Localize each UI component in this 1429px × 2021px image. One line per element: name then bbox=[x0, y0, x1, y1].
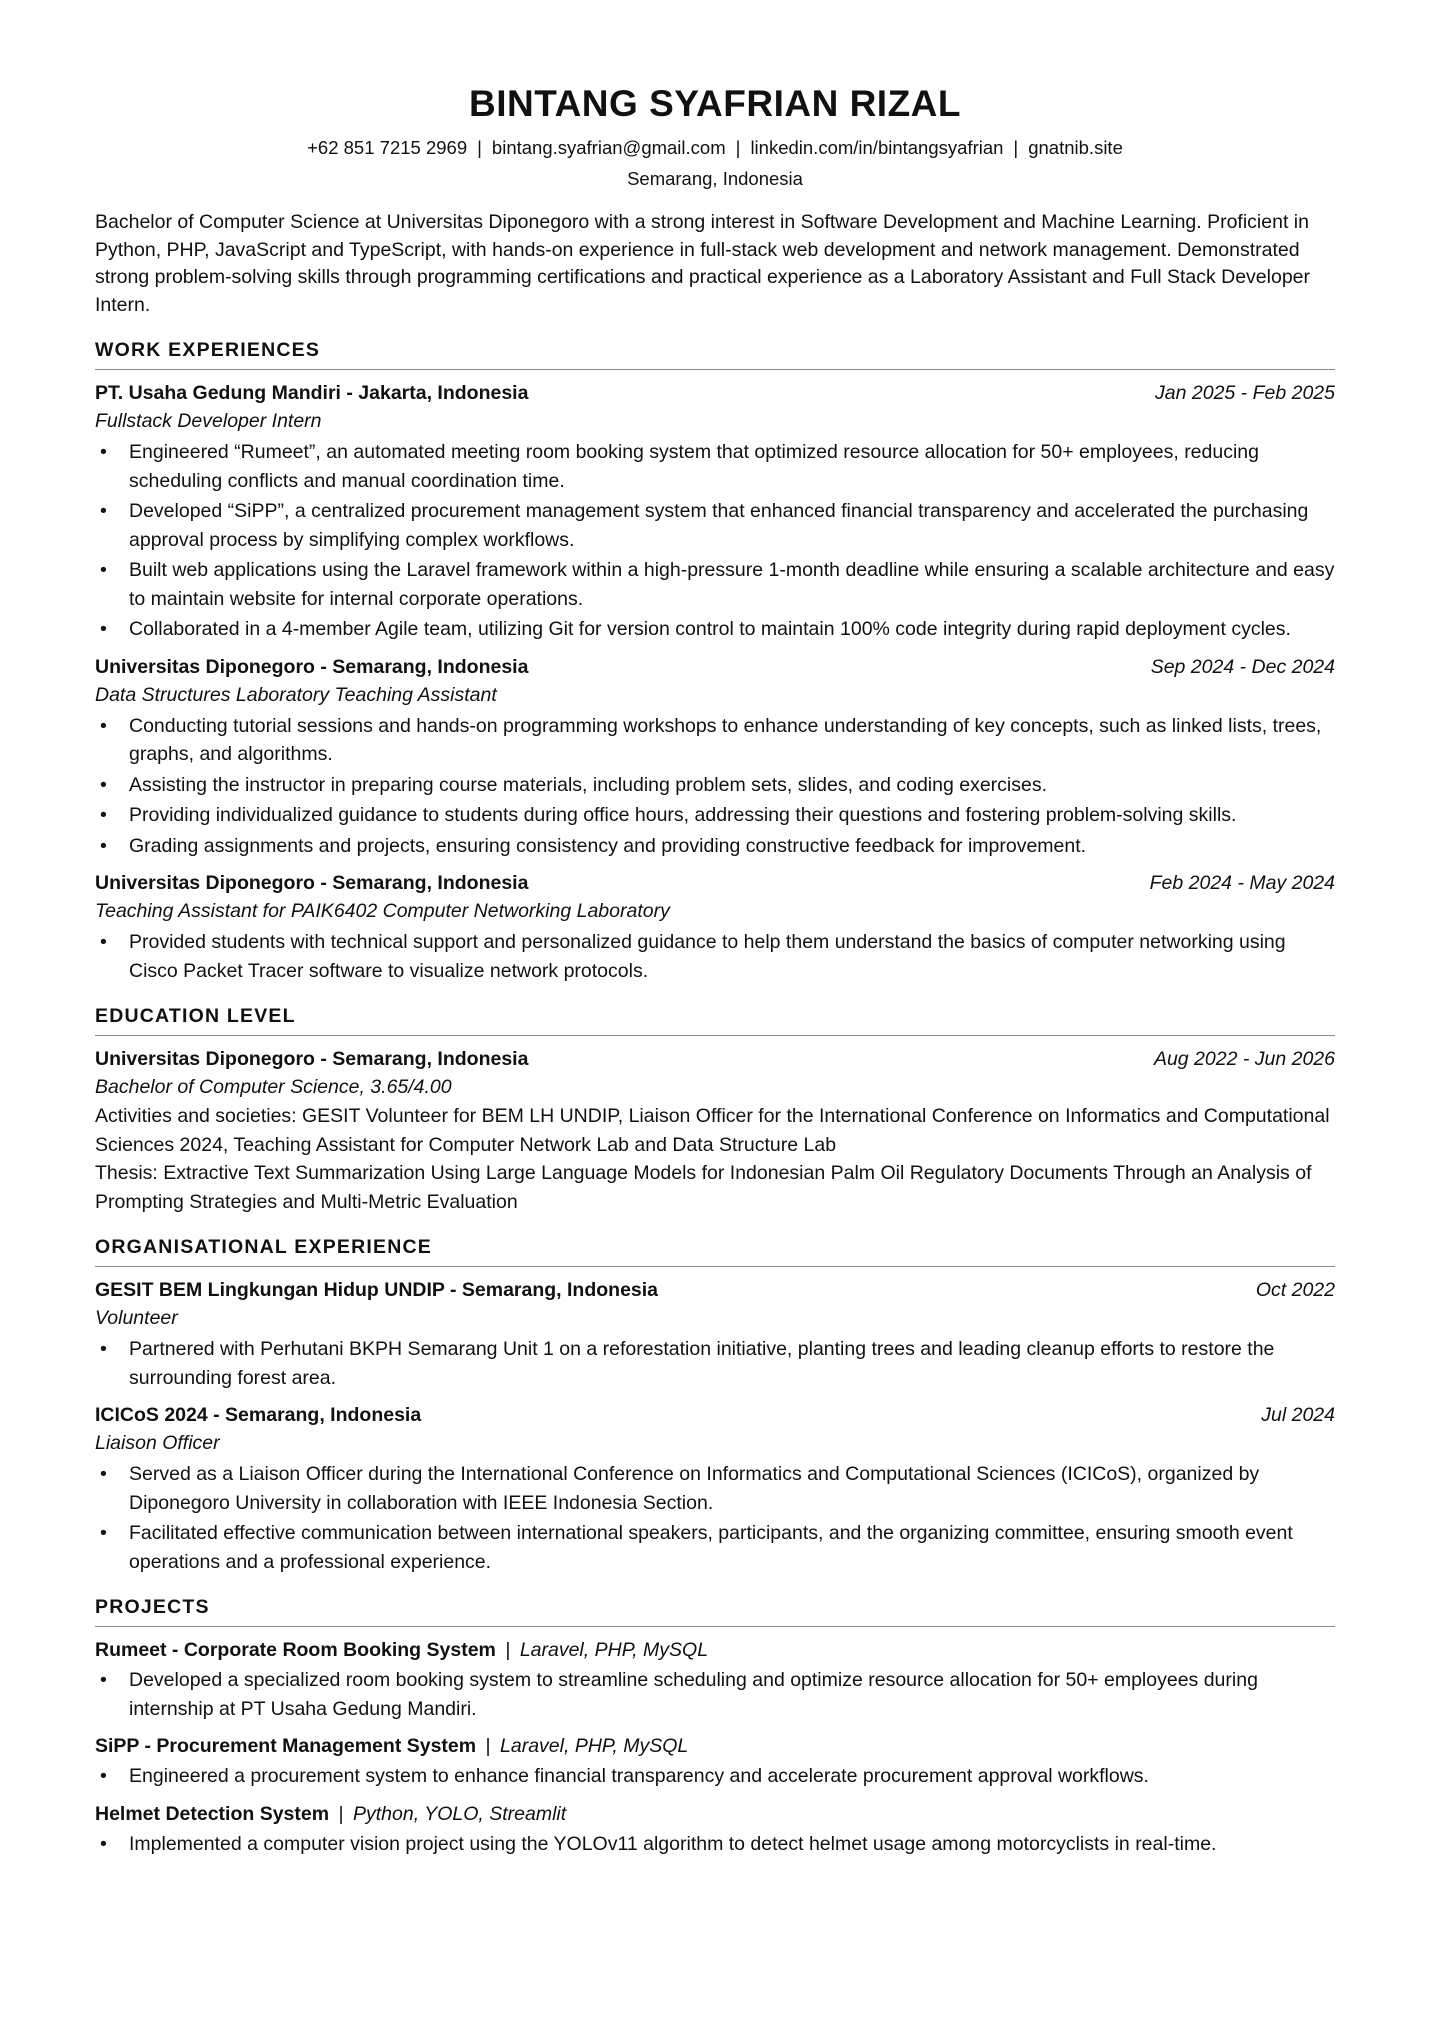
bullet-item: • Engineered “Rumeet”, an automated meeting room booking system that optimized resource allocation for 50+ employees, reducing scheduling conflicts and manual coordination time. bbox=[95, 438, 1335, 495]
entry-date: Oct 2022 bbox=[1255, 1279, 1335, 1301]
entry-header bbox=[95, 869, 1335, 897]
bullet-item: • Facilitated effective communication between international speakers, participants, and the organizing committee, ensuring smooth event operations and a professional experience. bbox=[95, 1519, 1335, 1576]
entry-organization: Universitas Diponegoro - Semarang, Indonesia bbox=[95, 1048, 529, 1070]
project-tech-stack: Laravel, PHP, MySQL bbox=[500, 1735, 689, 1757]
phone-number: +62 851 7215 2969 bbox=[307, 137, 468, 158]
project-header bbox=[95, 1636, 1335, 1664]
contact-separator: | bbox=[735, 137, 741, 158]
bullet-item: • Developed a specialized room booking system to streamline scheduling and optimize resource allocation for 50+ employees during internship at PT Usaha Gedung Mandiri. bbox=[95, 1666, 1335, 1723]
contact-line bbox=[95, 134, 1335, 162]
project-separator: | bbox=[505, 1639, 511, 1661]
email-link[interactable]: bintang.syafrian@gmail.com bbox=[491, 137, 726, 158]
project-entry bbox=[95, 1636, 1335, 1723]
bullet-item: • Implemented a computer vision project using the YOLOv11 algorithm to detect helmet usage among motorcyclists in real-time. bbox=[95, 1830, 1335, 1859]
organisational-section bbox=[95, 1276, 1335, 1576]
contact-separator: | bbox=[477, 137, 482, 158]
project-separator: | bbox=[338, 1802, 344, 1825]
education-entry bbox=[95, 1045, 1335, 1216]
entry-date: Aug 2022 - Jun 2026 bbox=[1153, 1048, 1335, 1070]
entry-role: Data Structures Laboratory Teaching Assistant bbox=[95, 683, 497, 706]
bullet-list bbox=[95, 1666, 1335, 1723]
entry-header bbox=[95, 1045, 1335, 1073]
bullet-list bbox=[95, 1830, 1335, 1859]
thesis-text: Thesis: Extractive Text Summarization Using Large Language Models for Indonesian Palm Oil Regulatory Documents Through an Analysis of Prompting Strategies and Multi-Metric Evaluation bbox=[95, 1162, 1312, 1213]
project-name: Helmet Detection System bbox=[95, 1802, 330, 1825]
section-title-work: WORK EXPERIENCES bbox=[95, 339, 1335, 370]
entry-organization: PT. Usaha Gedung Mandiri - Jakarta, Indonesia bbox=[95, 382, 529, 404]
website-link[interactable]: gnatnib.site bbox=[1028, 137, 1123, 158]
project-separator: | bbox=[485, 1735, 491, 1757]
project-tech-stack: Laravel, PHP, MySQL bbox=[519, 1639, 709, 1661]
entry-organization: Universitas Diponegoro - Semarang, Indonesia bbox=[95, 655, 529, 678]
project-entry bbox=[95, 1800, 1335, 1859]
resume-header bbox=[95, 0, 1335, 193]
entry-header bbox=[95, 379, 1335, 407]
project-header bbox=[95, 1732, 1335, 1760]
entry-role: Liaison Officer bbox=[95, 1432, 220, 1454]
bullet-item: • Engineered a procurement system to enhance financial transparency and accelerate procurement approval workflows. bbox=[95, 1762, 1335, 1791]
entry-header bbox=[95, 1401, 1335, 1429]
project-entry bbox=[95, 1732, 1335, 1791]
bullet-item: • Assisting the instructor in preparing course materials, including problem sets, slides, and coding exercises. bbox=[95, 771, 1335, 800]
bullet-item: • Providing individualized guidance to students during office hours, addressing their questions and fostering problem-solving skills. bbox=[95, 801, 1335, 830]
project-header bbox=[95, 1800, 1335, 1828]
degree: Bachelor of Computer Science, 3.65/4.00 bbox=[95, 1076, 452, 1098]
entry-organization: Universitas Diponegoro - Semarang, Indonesia bbox=[95, 872, 529, 894]
entry-date: Jan 2025 - Feb 2025 bbox=[1155, 382, 1335, 404]
entry-role: Teaching Assistant for PAIK6402 Computer Networking Laboratory bbox=[95, 900, 670, 922]
entry-date: Jul 2024 bbox=[1261, 1404, 1335, 1426]
work-entry bbox=[95, 379, 1335, 644]
bullet-list bbox=[95, 1335, 1335, 1392]
entry-organization: GESIT BEM Lingkungan Hidup UNDIP - Semarang, Indonesia bbox=[95, 1279, 659, 1301]
bullet-list bbox=[95, 1762, 1335, 1791]
summary-paragraph: Bachelor of Computer Science at Universitas Diponegoro with a strong interest in Software Development and Machine Learning. Proficient in Python, PHP, JavaScript and TypeScript, with hands-on experience in full-stack web development and network management. Demonstrated strong problem-solving skills through programming certifications and practical experience as a Laboratory Assistant and Full Stack Developer Intern. bbox=[95, 211, 1311, 316]
location: Semarang, Indonesia bbox=[627, 168, 803, 189]
entry-role: Fullstack Developer Intern bbox=[95, 410, 322, 432]
bullet-item: • Provided students with technical support and personalized guidance to help them understand the basics of computer networking using Cisco Packet Tracer software to visualize network protocols. bbox=[95, 928, 1335, 985]
project-name: SiPP - Procurement Management System bbox=[95, 1735, 477, 1757]
section-title-organisational: ORGANISATIONAL EXPERIENCE bbox=[95, 1236, 1335, 1267]
activities-text: Activities and societies: GESIT Volunteer for BEM LH UNDIP, Liaison Officer for the International Conference on Informatics and Computational Sciences 2024, Teaching Assistant for Computer Network Lab and Data Structure Lab bbox=[95, 1105, 1330, 1156]
work-section bbox=[95, 379, 1335, 985]
project-tech-stack: Python, YOLO, Streamlit bbox=[353, 1802, 567, 1825]
bullet-list bbox=[95, 438, 1335, 644]
candidate-name: BINTANG SYAFRIAN RIZAL bbox=[469, 83, 961, 124]
entry-organization: ICICoS 2024 - Semarang, Indonesia bbox=[95, 1404, 422, 1426]
bullet-item: • Grading assignments and projects, ensuring consistency and providing constructive feedback for improvement. bbox=[95, 832, 1335, 861]
section-title-education: EDUCATION LEVEL bbox=[95, 1005, 1335, 1036]
entry-date: Feb 2024 - May 2024 bbox=[1149, 872, 1335, 894]
bullet-item: • Developed “SiPP”, a centralized procurement management system that enhanced financial transparency and accelerated the purchasing approval process by simplifying complex workflows. bbox=[95, 497, 1335, 554]
organisation-entry bbox=[95, 1276, 1335, 1392]
bullet-item: • Conducting tutorial sessions and hands-on programming workshops to enhance understanding of key concepts, such as linked lists, trees, graphs, and algorithms. bbox=[95, 712, 1335, 769]
entry-header bbox=[95, 1276, 1335, 1304]
entry-header bbox=[95, 653, 1335, 681]
organisation-entry bbox=[95, 1401, 1335, 1576]
contact-separator: | bbox=[1013, 137, 1019, 158]
project-name: Rumeet - Corporate Room Booking System bbox=[95, 1639, 496, 1661]
work-entry bbox=[95, 869, 1335, 985]
bullet-item: • Collaborated in a 4-member Agile team, utilizing Git for version control to maintain 100% code integrity during rapid deployment cycles. bbox=[95, 615, 1335, 644]
entry-date: Sep 2024 - Dec 2024 bbox=[1150, 655, 1335, 678]
entry-role: Volunteer bbox=[95, 1307, 178, 1329]
bullet-item: • Partnered with Perhutani BKPH Semarang Unit 1 on a reforestation initiative, planting trees and leading cleanup efforts to restore the surrounding forest area. bbox=[95, 1335, 1335, 1392]
projects-section bbox=[95, 1636, 1335, 1858]
bullet-item: • Built web applications using the Laravel framework within a high-pressure 1-month deadline while ensuring a scalable architecture and easy to maintain website for internal corporate operations. bbox=[95, 556, 1335, 613]
bullet-item: • Served as a Liaison Officer during the International Conference on Informatics and Computational Sciences (ICICoS), organized by Diponegoro University in collaboration with IEEE Indonesia Section. bbox=[95, 1460, 1335, 1517]
bullet-list bbox=[95, 928, 1335, 985]
section-title-projects: PROJECTS bbox=[95, 1596, 1335, 1627]
work-entry bbox=[95, 653, 1335, 861]
linkedin-link[interactable]: linkedin.com/in/bintangsyafrian bbox=[750, 137, 1004, 158]
bullet-list bbox=[95, 712, 1335, 861]
bullet-list bbox=[95, 1460, 1335, 1576]
